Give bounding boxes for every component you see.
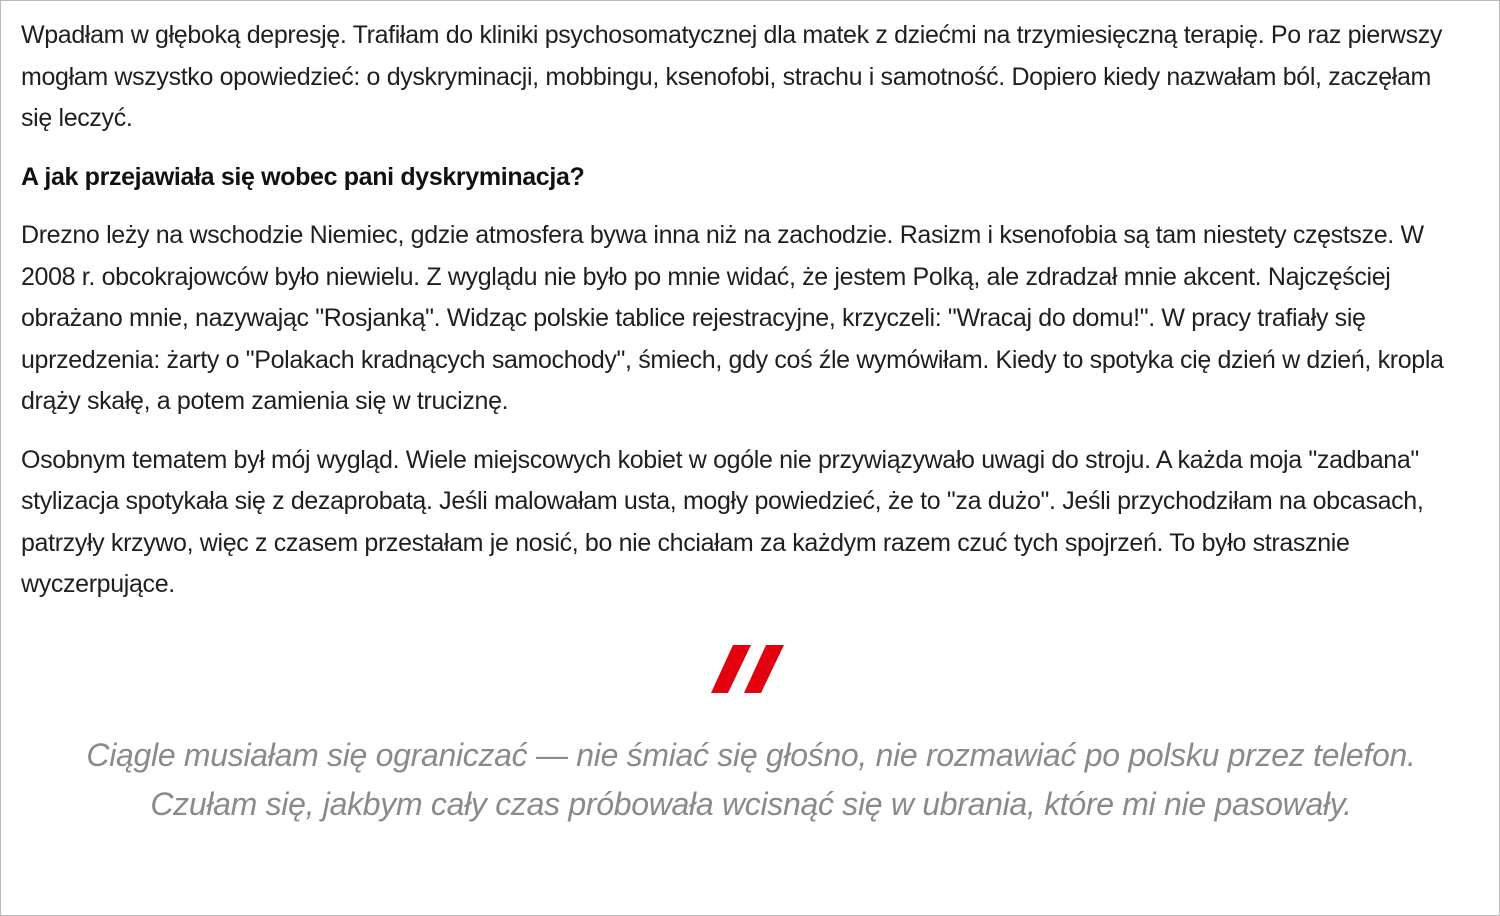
article-paragraph: Drezno leży na wschodzie Niemiec, gdzie atmosfera bywa inna niż na zachodzie. Rasizm i ksenofobia są tam niestety częstsze. W 2008 r. obcokrajowców było niewielu. Z wyglądu nie było po mnie widać, że jestem Polką, ale zdradzał mnie akcent. Najczęściej obrażano mnie, nazywając "Rosjanką". Widząc polskie tablice rejestracyjne, krzyczeli: "Wracaj do domu!". W pracy trafiały się uprzedzenia: żarty o "Polakach kradnących samochody", śmiech, gdy coś źle wymówiłam. Kiedy to spotyka cię dzień w dzień, kropla drąży skałę, a potem zamienia się w truciznę. bbox=[21, 221, 1444, 415]
pull-quote bbox=[1, 641, 1500, 828]
quote-mark-icon bbox=[711, 641, 791, 697]
interview-question: A jak przejawiała się wobec pani dyskryminacja? bbox=[21, 162, 585, 191]
pull-quote-text: Ciągle musiałam się ograniczać — nie śmiać się głośno, nie rozmawiać po polsku przez telefon. Czułam się, jakbym cały czas próbowała wcisnąć się w ubrania, które mi nie pasowały. bbox=[86, 737, 1416, 822]
article-body bbox=[21, 15, 1461, 623]
article-paragraph: Wpadłam w głęboką depresję. Trafiłam do kliniki psychosomatycznej dla matek z dziećmi na trzymiesięczną terapię. Po raz pierwszy mogłam wszystko opowiedzieć: o dyskryminacji, mobbingu, ksenofobi, strachu i samotność. Dopiero kiedy nazwałam ból, zaczęłam się leczyć. bbox=[21, 21, 1443, 132]
article-paragraph: Osobnym tematem był mój wygląd. Wiele miejscowych kobiet w ogóle nie przywiązywało uwagi do stroju. A każda moja "zadbana" stylizacja spotykała się z dezaprobatą. Jeśli malowałam usta, mogły powiedzieć, że to "za dużo". Jeśli przychodziłam na obcasach, patrzyły krzywo, więc z czasem przestałam je nosić, bo nie chciałam za każdym razem czuć tych spojrzeń. To było strasznie wyczerpujące. bbox=[21, 445, 1424, 598]
